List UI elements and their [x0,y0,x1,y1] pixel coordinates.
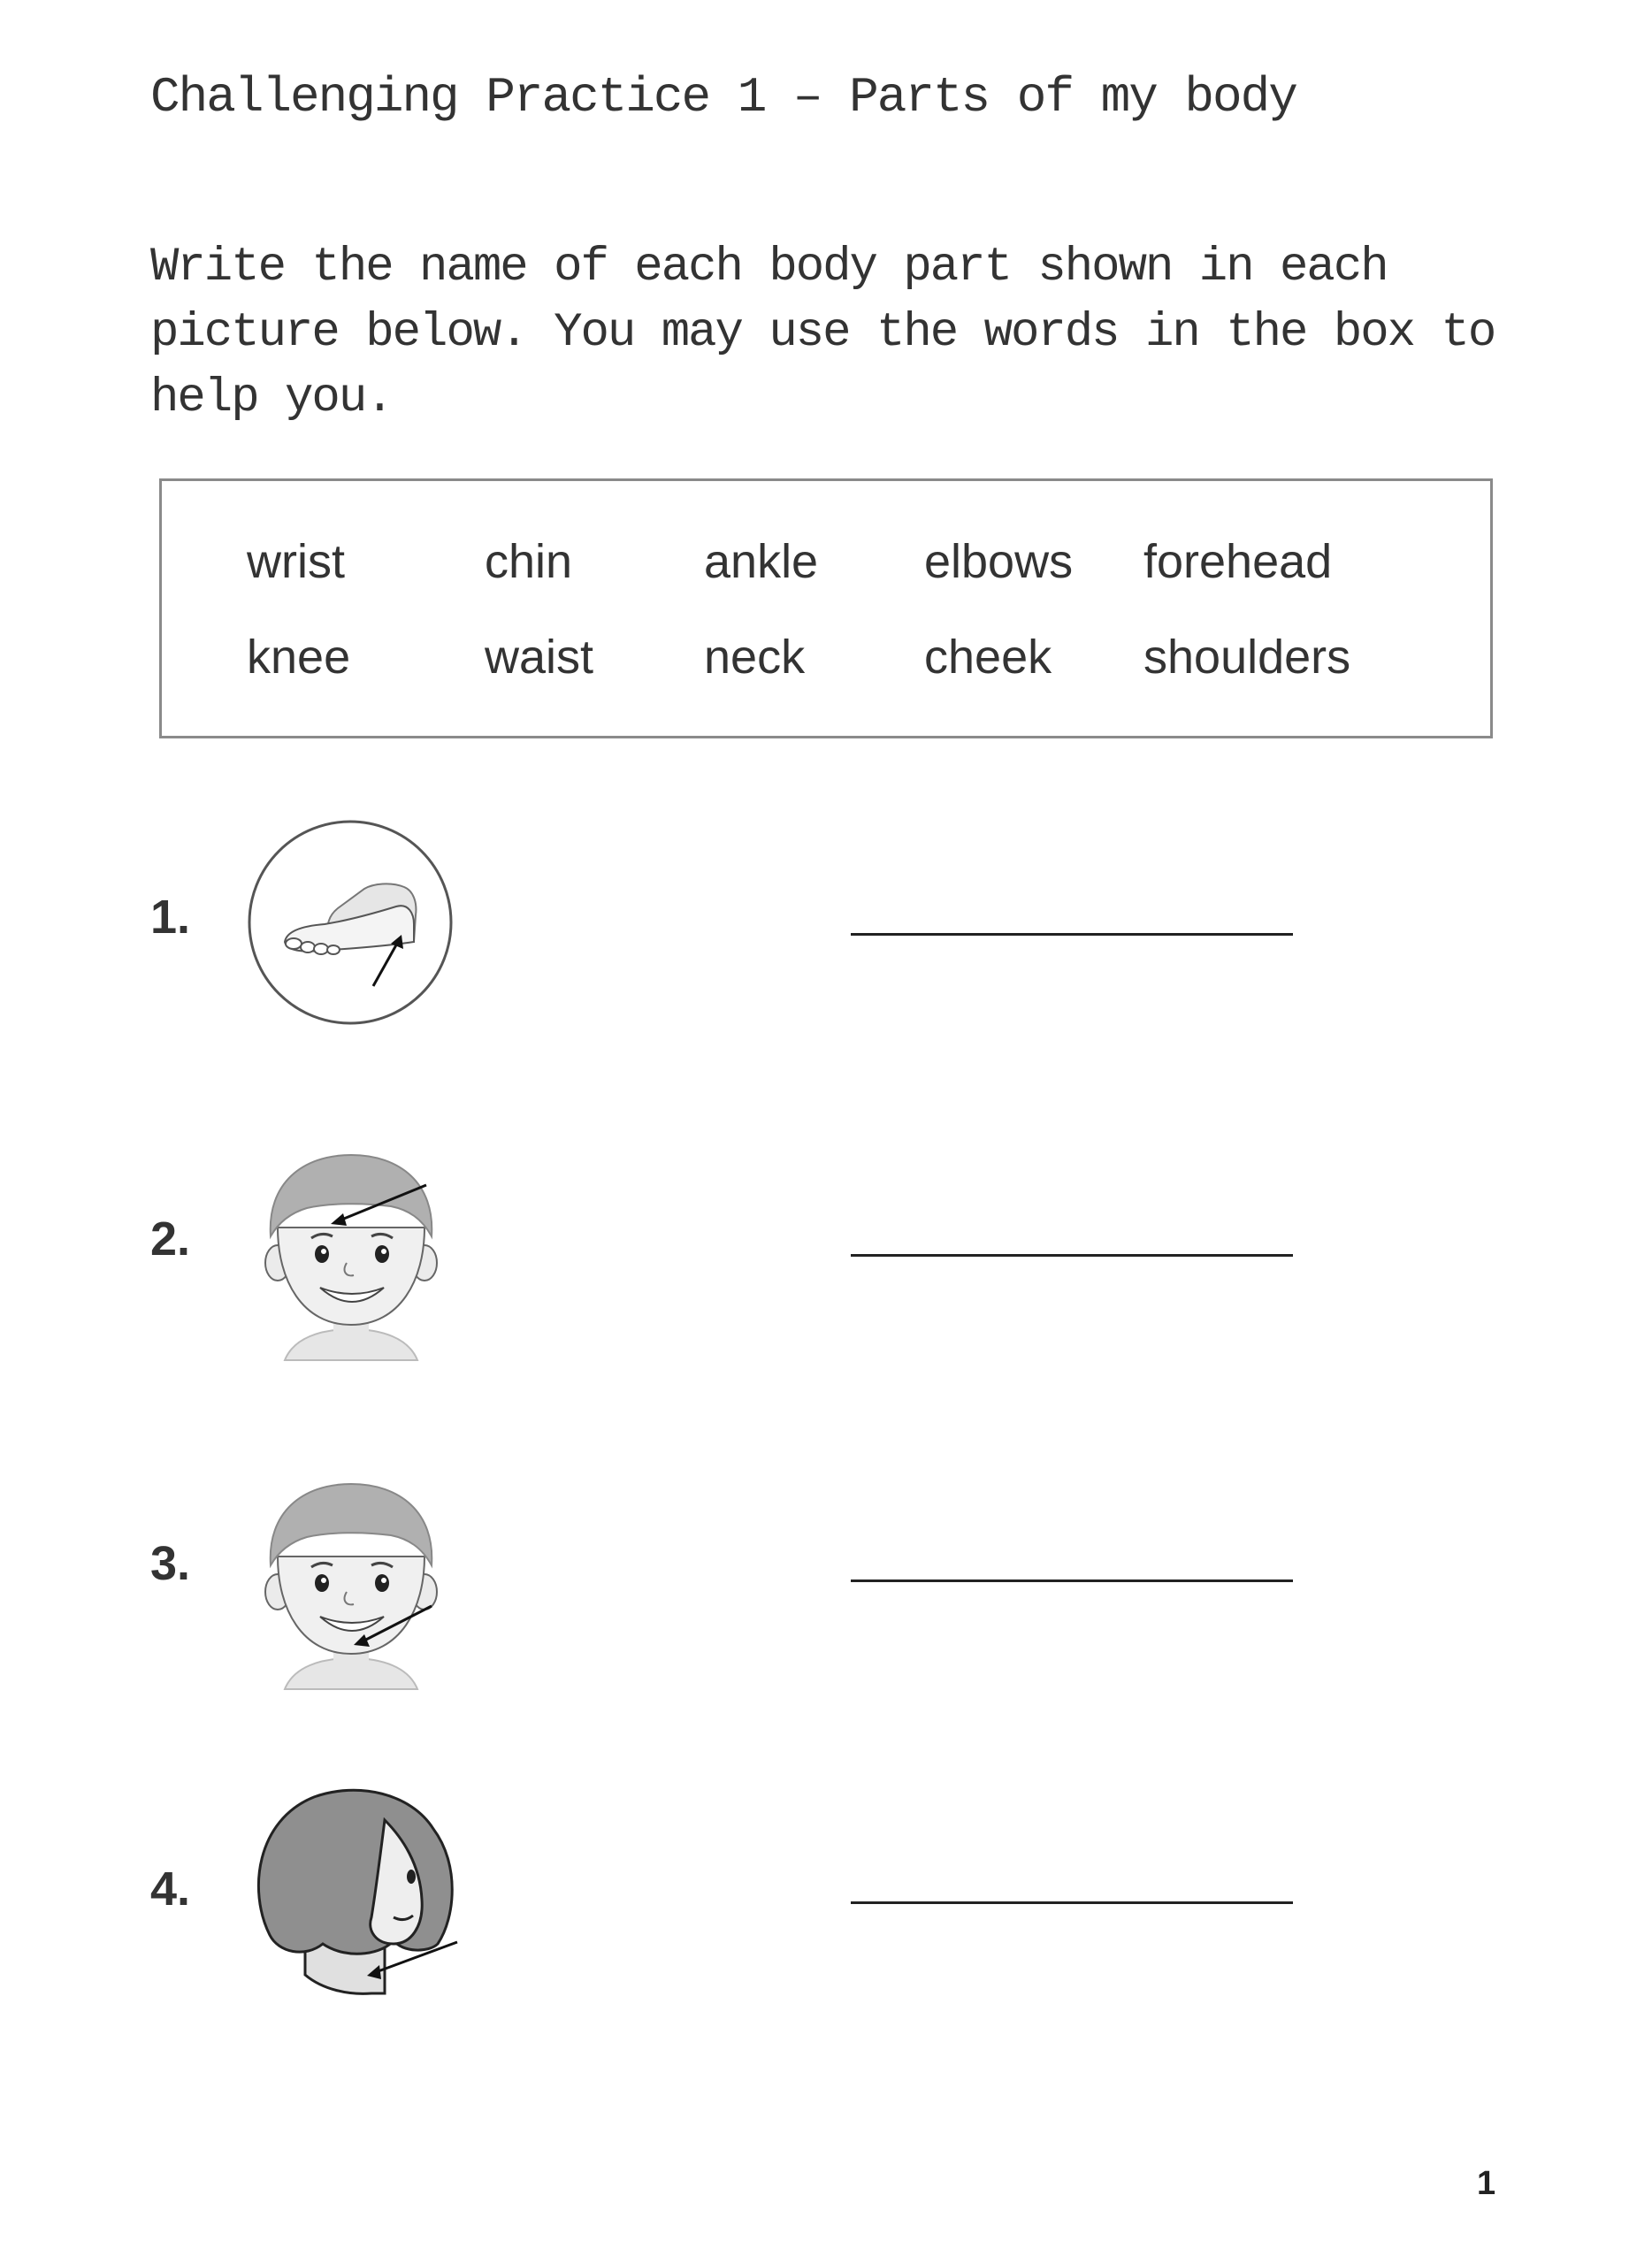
question-number: 2. [150,1212,191,1266]
question-number: 1. [150,891,191,944]
word-bank-item: chin [485,535,573,588]
foot-ankle-picture [241,818,462,1030]
word-box [159,478,1493,738]
word-bank-item: elbows [924,535,1074,588]
question-number: 3. [150,1537,191,1590]
answer-line[interactable] [851,1254,1293,1257]
boy-face-chin-picture [258,1477,444,1698]
answer-line[interactable] [851,933,1293,936]
answer-line[interactable] [851,1579,1293,1582]
word-bank-item: cheek [924,631,1052,684]
question-number: 4. [150,1862,191,1916]
instructions: Write the name of each body part shown in each picture below. You may use the words in the box to help you. [150,241,1495,425]
word-bank-item: forehead [1143,535,1333,588]
word-bank-item: ankle [704,535,819,588]
answer-line[interactable] [851,1901,1293,1904]
word-bank-item: knee [247,631,351,684]
word-bank-item: waist [485,631,594,684]
boy-face-forehead-picture [258,1148,444,1371]
word-bank-item: neck [704,631,806,684]
word-bank-item: wrist [247,535,345,588]
girl-head-neck-picture [252,1785,464,2006]
word-bank-item: shoulders [1143,631,1351,684]
page-title: Challenging Practice 1 – Parts of my body [150,69,1296,126]
page-number: 1 [1477,2165,1496,2202]
